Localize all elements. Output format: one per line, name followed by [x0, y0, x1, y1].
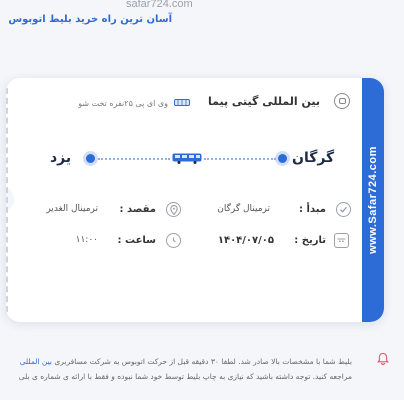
ticket-card [6, 78, 384, 322]
destination-dot [86, 154, 95, 163]
clock-icon [166, 233, 181, 248]
building-icon [334, 93, 350, 109]
destination-label: مقصد : [119, 204, 156, 215]
origin-terminal: ترمینال گرگان [217, 204, 270, 214]
location-pin-icon [166, 202, 181, 217]
destination-city: یزد [50, 150, 72, 166]
route-line-right [204, 158, 276, 160]
notice-line-2: مراجعه کنید. توجه داشته باشید که نیازی به چاپ بلیط توسط خود شما نبوده و فقط با ارائه ی شماره ی بلی [18, 372, 352, 381]
check-circle-icon [336, 202, 351, 217]
ticket-perforation [6, 78, 10, 322]
notice-panel [0, 350, 384, 400]
calendar-icon [334, 233, 349, 248]
bell-icon [376, 352, 390, 366]
notice-text [0, 354, 352, 384]
route-line-left [98, 158, 170, 160]
origin-dot [278, 154, 287, 163]
stub-website: www.Safar724.com [367, 146, 379, 254]
notice-line-1-text: بلیط شما با مشخصات بالا صادر شد. لطفا ۳۰ دقیقه قبل از حرکت اتوبوس به شرکت مسافربری [54, 357, 352, 366]
date-value: ۱۴۰۴/۰۷/۰۵ [217, 235, 274, 246]
company-link[interactable]: بین المللی [19, 357, 52, 366]
destination-terminal: ترمینال الغدیر [46, 204, 98, 214]
tagline: آسان ترین راه خرید بلیط اتوبوس [8, 14, 172, 25]
date-label: تاریخ : [294, 235, 326, 246]
ticket-stub [362, 78, 384, 322]
bus-icon [172, 153, 202, 164]
time-label: ساعت : [117, 235, 156, 246]
time-value: ۱۱:۰۰ [75, 235, 98, 245]
notice-line-1 [0, 354, 352, 369]
origin-city: گرگان [292, 150, 335, 166]
company-name: بین المللی گیتی پیما [207, 95, 320, 108]
bus-seat-icon [174, 99, 190, 108]
origin-label: مبدأ : [299, 204, 326, 215]
bus-type: وی ای پی ۲۵نفره تخت شو [78, 99, 168, 108]
site-url: safar724.com [126, 0, 193, 10]
